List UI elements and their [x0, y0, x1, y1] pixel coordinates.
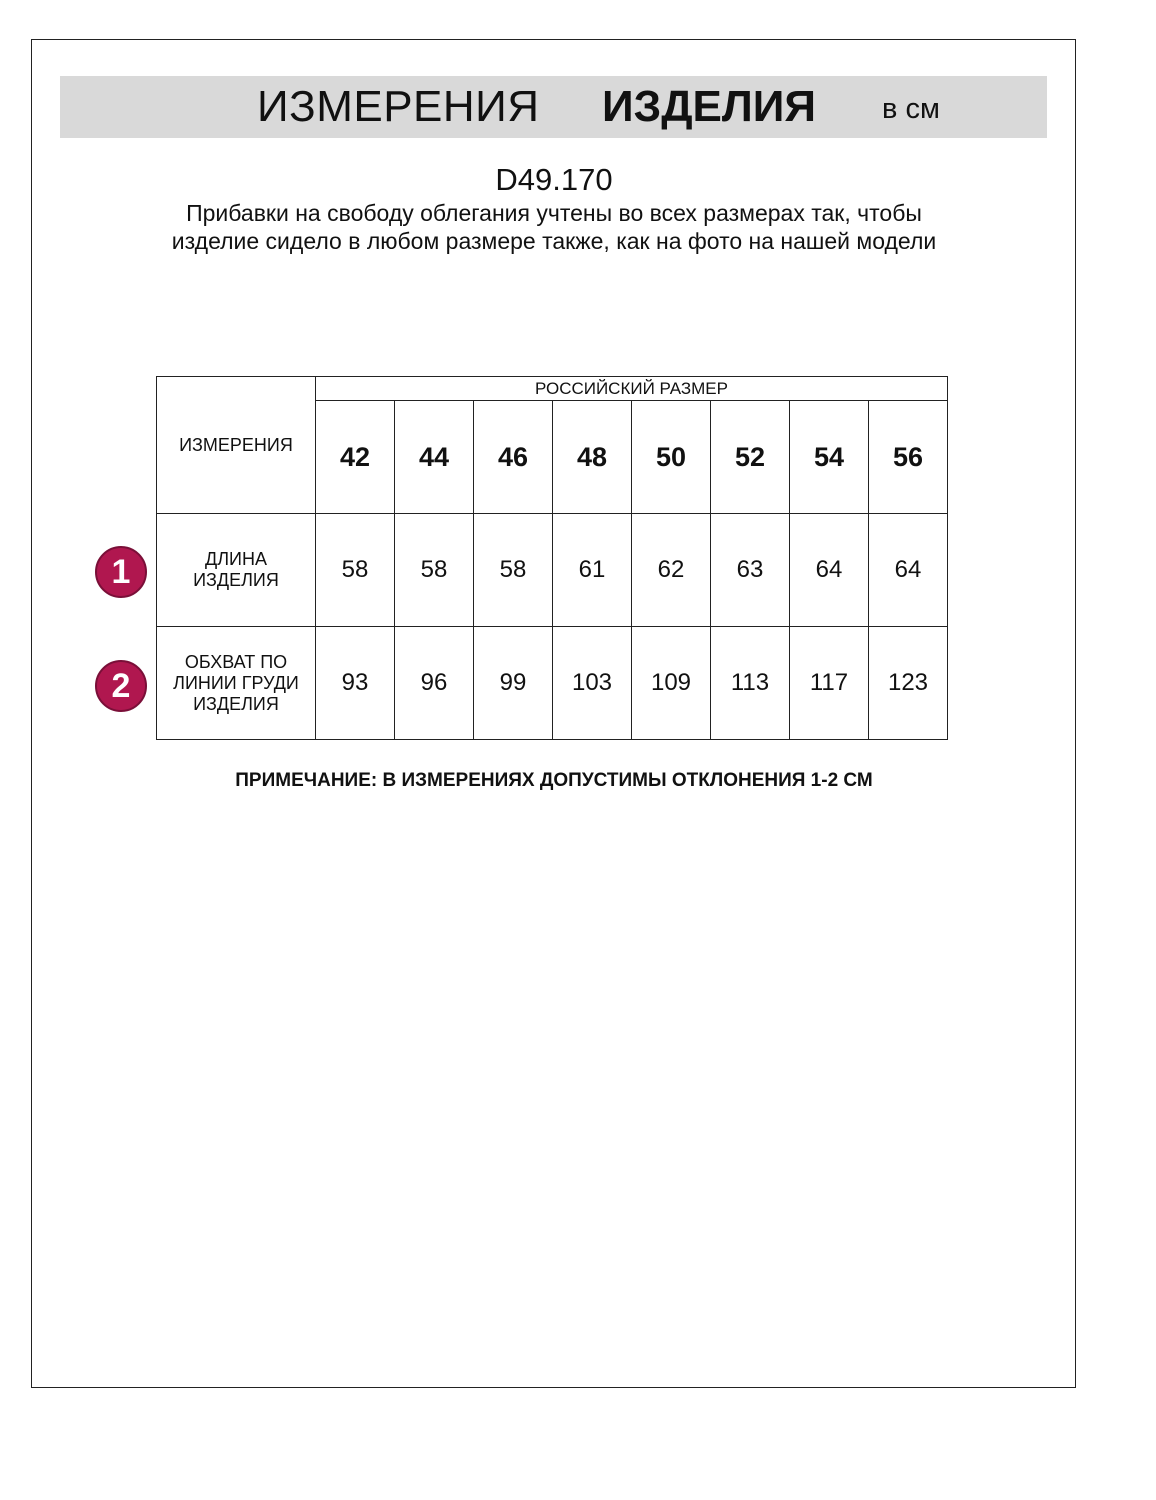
value-cell: 96: [395, 627, 474, 740]
size-cell: 46: [474, 401, 553, 514]
value-cell: 58: [316, 514, 395, 627]
measure-header: ИЗМЕРЕНИЯ: [157, 377, 316, 514]
value-cell: 58: [474, 514, 553, 627]
size-cell: 44: [395, 401, 474, 514]
row-label-text: ОБХВАТ ПО ЛИНИИ ГРУДИ ИЗДЕЛИЯ: [173, 651, 299, 714]
value-cell: 58: [395, 514, 474, 627]
value-cell: 103: [553, 627, 632, 740]
value-cell: 64: [790, 514, 869, 627]
title-unit: в см: [882, 93, 940, 125]
table-header-row: [157, 377, 948, 401]
value-cell: 62: [632, 514, 711, 627]
table-row: [157, 627, 948, 740]
table-row: [157, 514, 948, 627]
fit-description: Прибавки на свободу облегания учтены во всех размерах так, чтобы изделие сидело в любом размере также, как на фото на нашей модели: [171, 200, 937, 254]
value-cell: 64: [869, 514, 948, 627]
size-cell: 52: [711, 401, 790, 514]
row-label-chest: [157, 627, 316, 740]
value-cell: 109: [632, 627, 711, 740]
size-group-header: РОССИЙСКИЙ РАЗМЕР: [316, 377, 948, 401]
value-cell: 123: [869, 627, 948, 740]
value-cell: 113: [711, 627, 790, 740]
tolerance-note: ПРИМЕЧАНИЕ: В ИЗМЕРЕНИЯХ ДОПУСТИМЫ ОТКЛОНЕНИЯ 1-2 СМ: [235, 770, 873, 791]
size-cell: 50: [632, 401, 711, 514]
size-table: [156, 376, 948, 740]
title-bold: ИЗДЕЛИЯ: [602, 82, 817, 131]
size-cell: 56: [869, 401, 948, 514]
row-badge-2: 2: [95, 660, 147, 712]
row-badge-1: 1: [95, 546, 147, 598]
value-cell: 61: [553, 514, 632, 627]
title-regular: ИЗМЕРЕНИЯ: [257, 82, 540, 131]
value-cell: 93: [316, 627, 395, 740]
value-cell: 117: [790, 627, 869, 740]
article-number: D49.170: [495, 162, 613, 197]
value-cell: 99: [474, 627, 553, 740]
size-cell: 48: [553, 401, 632, 514]
row-label-length: [157, 514, 316, 627]
size-cell: 42: [316, 401, 395, 514]
row-label-text: ДЛИНА ИЗДЕЛИЯ: [193, 549, 279, 590]
value-cell: 63: [711, 514, 790, 627]
size-cell: 54: [790, 401, 869, 514]
